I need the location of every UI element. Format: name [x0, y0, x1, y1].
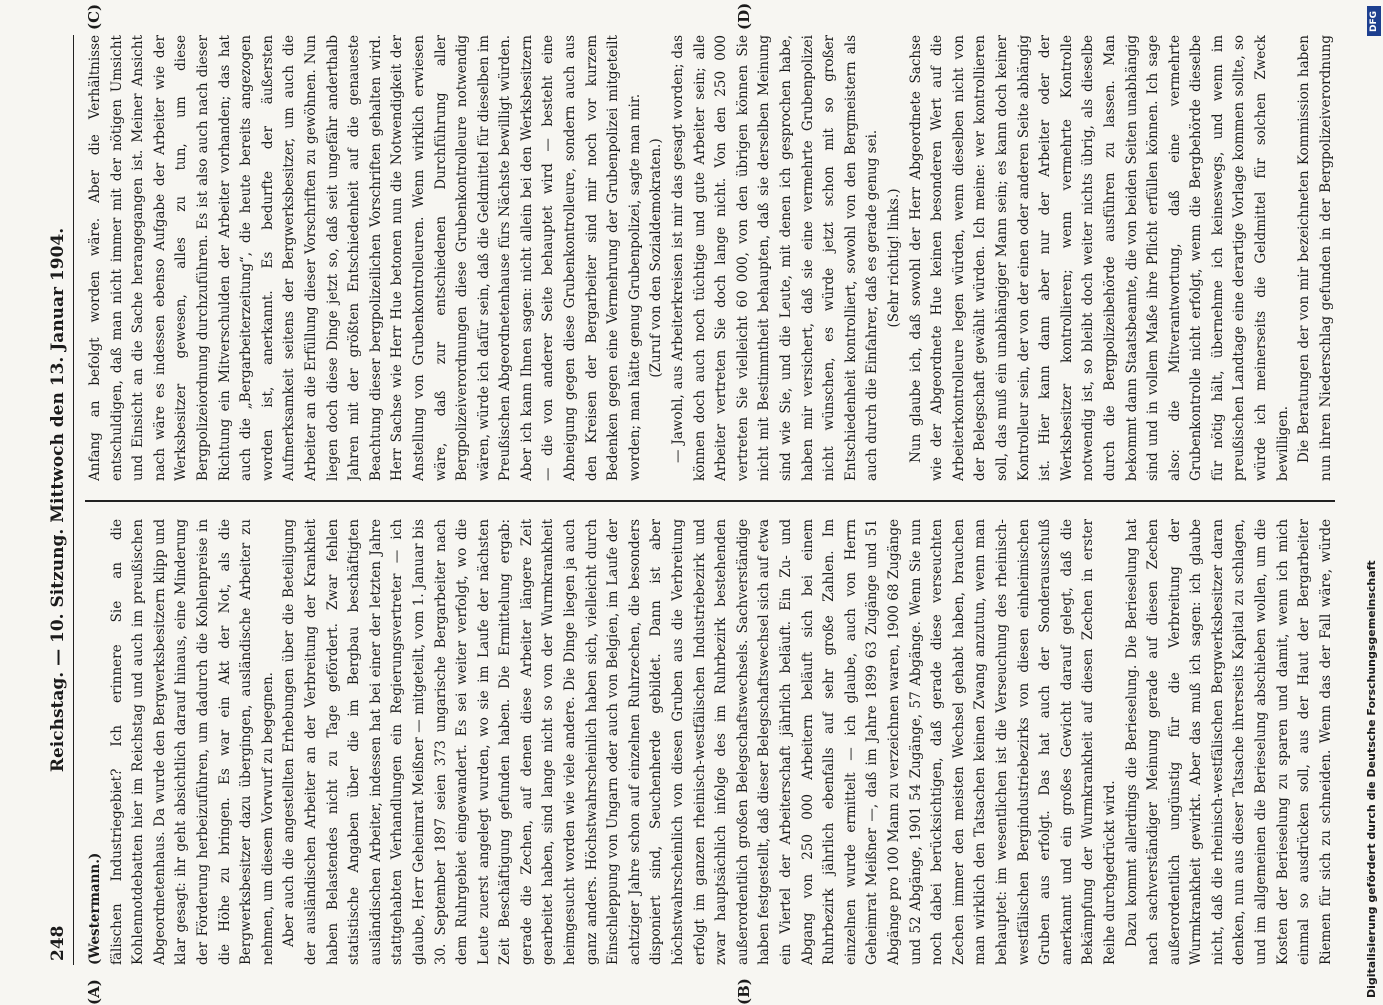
margin-marker-a: (A): [85, 979, 103, 1005]
interjection: (Sehr richtig! links.): [885, 188, 902, 328]
left-text-column: [85, 519, 1335, 965]
dfg-logo: DFG: [1367, 6, 1381, 36]
margin-marker-b: (B): [735, 978, 753, 1005]
paragraph: fälischen Industriegebiet? Ich erinnere Sie an die Kohlennotdebatten hier im Reichstag und auch im preußischen Abgeordnetenhaus. Da wurde den Bergwerksbesitzern klipp und klar gesagt: ihr geht absichtlich darauf hinaus, eine Minderung der Förderung herbeizuführen, um dadurch die Kohlenpreise in die Höhe zu bringen. Es war ein Akt der Not, als die Bergwerksbesitzer dazu übergingen, ausländische Arbeiter zu nehmen, um diesem Vorwurf zu begegnen.: [108, 519, 276, 965]
page-title: Reichstag. — 10. Sitzung. Mittwoch den 13. Januar 1904.: [48, 227, 68, 773]
paragraph: — Jawohl, aus Arbeiterkreisen ist mir das gesagt worden; das können doch auch noch tüchtige und gute Arbeiter sein; alle Arbeiter vertreten Sie doch lange nicht. Von den 250 000 vertreten Sie vielleicht 60 000, von den übrigen können Sie nicht mit Bestimmtheit behaupten, daß sie derselben Meinung sind wie Sie, und die Leute, mit denen ich gesprochen habe, haben mir versichert, daß sie eine vermehrte Grubenpolizei nicht wünschen, es würde jetzt schon mit so großer Entschiedenheit kontrolliert, sowohl von den Bergmeistern als auch durch die Einfahrer, daß es gerade genug sei.: [670, 35, 881, 481]
margin-marker-d: (D): [735, 2, 753, 30]
margin-marker-c: (C): [85, 3, 103, 30]
speaker-name: (Westermann.): [87, 852, 103, 965]
paragraph: Nun glaube ich, daß sowohl der Herr Abgeordnete Sachse wie der Abgeordnete Hue keinen besonderen Wert auf die Arbeiterkontrolleure legen würden, wenn dieselben nicht von der Belegschaft gewählt würden. Ich meine: wer kontrollieren soll, das muß ein unabhängiger Mann sein; es kann doch keiner Kontrolleur sein, der von der einen oder anderen Seite abhängig ist. Hier kann dann aber nur der Arbeiter oder der Werksbesitzer kontrollieren; wenn vermehrte Kontrolle notwendig ist, so bleibt doch weiter nichts übrig, als dieselbe durch die Bergpolizeibehörde ausführen zu lassen. Man bekommt dann Staatsbeamte, die von beiden Seiten unabhängig sind und in vollem Maße ihre Pflicht erfüllen können. Ich sage also: die Mitverantwortung, daß eine vermehrte Grubenkontrolle nicht erfolgt, wenn die Bergbehörde dieselbe für nötig hält, übernehme ich keineswegs, und wenn im preußischen Landtage eine derartige Vorlage kommen sollte, so würde ich meinerseits die Geldmittel für solchen Zweck bewilligen.: [907, 35, 1291, 481]
rotated-page-content: [45, 2, 1345, 1005]
page-number: 248: [48, 925, 68, 961]
paragraph: Die Beratungen der von mir bezeichneten Kommission haben nun ihren Niederschlag gefunden in der Bergpolizeiverordnung: [1296, 35, 1334, 481]
paragraph: Aber auch die angestellten Erhebungen über die Beteiligung der ausländischen Arbeiter an der Verbreitung der Krankheit haben Belastendes nicht zu Tage gefördert. Zwar fehlen statistische Angaben über die im Bergbau beschäftigten ausländischen Arbeiter, indessen hat bei einer der letzten Jahre stattgehabten Verhandlungen ein Regierungsvertreter — ich glaube, Herr Geheimrat Meißner — mitgeteilt, vom 1. Januar bis 30. September 1897 seien 373 ungarische Bergarbeiter nach dem Ruhrgebiet eingewandert. Es sei weiter verfolgt, wo die Leute zuerst angelegt wurden, wo sie im Laufe der nächsten Zeit Beschäftigung gefunden haben. Die Ermittelung ergab: gerade die Zechen, auf denen diese Arbeiter längere Zeit gearbeitet haben, sind lange nicht so von der Wurmkrankheit heimgesucht worden wie viele andere. Die Dinge liegen ja auch ganz anders. Höchstwahrscheinlich haben sich, vielleicht durch Einschleppung von Ungarn oder auch von Belgien, im Laufe der achtziger Jahre schon auf einzelnen Ruhrzechen, die besonders disponiert sind, Seuchenherde gebildet. Dann ist aber höchstwahrscheinlich von diesen Gruben aus die Verbreitung erfolgt im ganzen rheinisch-westfälischen Industriebezirk und zwar hauptsächlich infolge des im Ruhrbezirk bestehenden außerordentlich großen Belegschaftswechsels. Sachverständige haben festgestellt, daß dieser Belegschaftswechsel sich auf etwa ein Viertel der Arbeiterschaft jährlich beläuft. Ein Zu- und Abgang von 250 000 Arbeitern beläuft sich bei einem Ruhrbezirk jährlich ebenfalls auf sehr große Zahlen. Im einzelnen wurde ermittelt — ich glaube, auch von Herrn Geheimrat Meißner —, daß im Jahre 1899 63 Zugänge und 51 Abgänge pro 100 Mann zu verzeichnen waren, 1900 68 Zugänge und 52 Abgänge, 1901 54 Zugänge, 57 Abgänge. Wenn Sie nun noch dabei berücksichtigen, daß gerade diese verseuchten Zechen immer den meisten Wechsel gehabt haben, brauchen man wirklich den Tatsachen keinen Zwang anzutun, wenn man behauptet: im wesentlichen ist die Verseuchung des rheinisch-westfälischen Bergindustriebezirks von diesen einheimischen Gruben aus erfolgt. Das hat auch der Sonderausschuß anerkannt und ein großes Gewicht darauf gelegt, daß die Bekämpfung der Wurmkrankheit auf diesen Zechen in erster Reihe durchgedrückt wird.: [281, 519, 1118, 965]
page-header: [45, 35, 74, 965]
interjection: (Zuruf von den Sozialdemokraten.): [648, 138, 665, 378]
column-divider: [85, 500, 1335, 502]
digitization-note: Digitalisierung gefördert durch die Deutsche Forschungsgemeinschaft: [1365, 560, 1378, 998]
right-text-column: [85, 35, 1335, 481]
paragraph: Anfang an befolgt worden wäre. Aber die Verhältnisse entschuldigen, daß man nicht immer mit der nötigen Umsicht und Einsicht an die Sache herangegangen ist. Meiner Ansicht nach wäre es indessen ebenso Aufgabe der Arbeiter wie der Werksbesitzer gewesen, alles zu tun, um diese Bergpolizeiordnung durchzuführen. Es ist also auch nach dieser Richtung ein Mitverschulden der Arbeiter vorhanden; das hat auch die „Bergarbeiterzeitung“, die heute bereits angezogen worden ist, anerkannt. Es bedurfte der äußersten Aufmerksamkeit seitens der Bergwerksbesitzer, um auch die Arbeiter an die Erfüllung dieser Vorschriften zu gewöhnen. Nun liegen doch diese Dinge jetzt so, daß seit ungefähr anderthalb Jahren mit der größten Entschiedenheit auf die genaueste Beachtung dieser bergpolizeilichen Vorschriften gehalten wird. Herr Sachse wie Herr Hue betonen nun die Notwendigkeit der Anstellung von Grubenkontrolleuren. Wenn wirklich erwiesen wäre, daß zur entschiedenen Durchführung aller Bergpolizeiverordnungen diese Grubenkontrolleure notwendig wären, würde ich dafür sein, daß die Geldmittel für dieselben im Preußischen Abgeordnetenhause fürs Nächste bewilligt würden. Aber ich kann Ihnen sagen: nicht allein bei den Werksbesitzern — die von anderer Seite behauptet wird — besteht eine Abneigung gegen diese Grubenkontrolleure, sondern auch aus den Kreisen der Bergarbeiter sind mir noch vor kurzem Bedenken gegen eine Vermehrung der Grubenpolizei mitgeteilt worden; man hätte genug Grubenpolizei, sagte man mir.: [87, 35, 643, 481]
paragraph: Dazu kommt allerdings die Berieselung. Die Berieselung hat nach sachverständiger Meinung gerade auf diesen Zechen außerordentlich ungünstig für die Verbreitung der Wurmkrankheit gewirkt. Aber das muß ich sagen: ich glaube nicht, daß die rheinisch-westfälischen Bergwerksbesitzer daran denken, nun aus dieser Tatsache ihrerseits Kapital zu schlagen, und im allgemeinen die Berieselung abschieben wollen, um die Kosten der Berieselung zu sparen und damit, wenn ich mich einmal so ausdrücken soll, aus der Haut der Bergarbeiter Riemen für sich zu schneiden. Wenn das der Fall wäre, würde: [1123, 519, 1334, 965]
